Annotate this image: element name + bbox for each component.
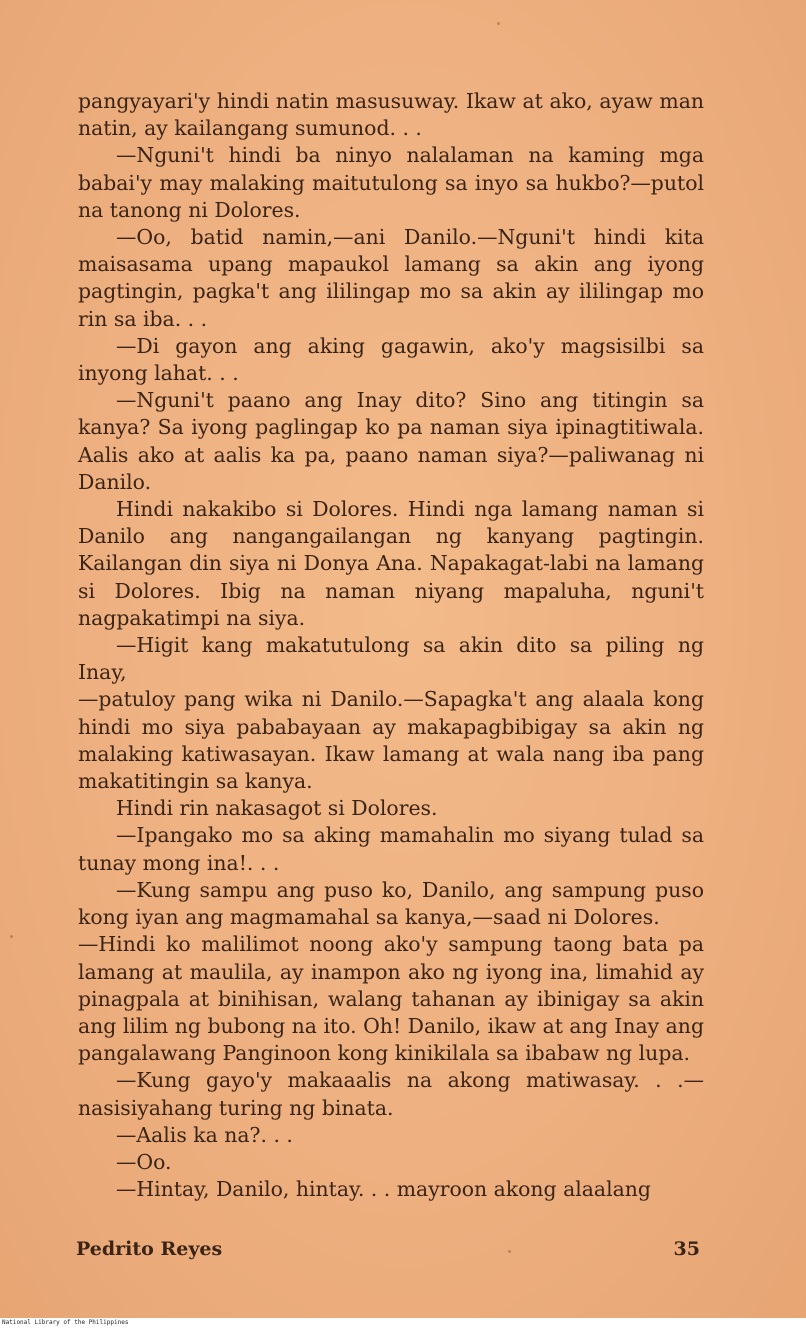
- paragraph: —Hintay, Danilo, hintay. . . mayroon akong alaalang: [116, 1177, 651, 1202]
- page-number: 35: [673, 1238, 700, 1260]
- paragraph: —Nguni't paano ang Inay dito? Sino ang titingin sa kanya? Sa iyong paglingap ko pa naman siya ipinagtitiwala. Aalis ako at aalis ka pa, paano naman siya?—paliwanag ni Danilo.: [78, 388, 704, 494]
- paper-speck: [508, 1250, 511, 1253]
- paper-speck: [497, 22, 500, 25]
- paragraph: —Higit kang makatutulong sa akin dito sa piling ng Inay,: [78, 633, 704, 685]
- paragraph: —patuloy pang wika ni Danilo.—Sapagka't ang alaala kong hindi mo siya pababayaan ay makapagbibigay sa akin ng malaking katiwasayan. Ikaw lamang at wala nang iba pang makatitingin sa kanya.: [78, 687, 704, 794]
- paragraph: —Di gayon ang aking gagawin, ako'y magsisilbi sa inyong lahat. . .: [78, 333, 704, 386]
- footer-author: Pedrito Reyes: [76, 1238, 223, 1260]
- paragraph: —Kung gayo'y makaaalis na akong matiwasay. . .—nasisiyahang turing ng binata.: [78, 1068, 704, 1120]
- body-text: [78, 88, 704, 1203]
- paragraph: —Hindi ko malilimot noong ako'y sampung taong bata pa lamang at maulila, ay inampon ako ng iyong ina, limahid ay pinagpala at binihisan, walang tahanan ay ibinigay sa akin ang lilim ng bubong na ito. Oh! Danilo, ikaw at ang Inay ang pangalawang Panginoon kong kinikilala sa ibabaw ng lupa.: [78, 932, 704, 1066]
- paper-speck: [10, 935, 13, 938]
- paragraph: Hindi nakakibo si Dolores. Hindi nga lamang naman si Danilo ang nangangailangan ng kanyang pagtingin. Kailangan din siya ni Donya Ana. Napakagat-labi na lamang si Dolores. Ibig na naman niyang mapaluha, nguni't nagpakatimpi na siya.: [78, 497, 704, 630]
- library-watermark: National Library of the Philippines: [2, 1319, 129, 1326]
- page-footer: [76, 1238, 702, 1270]
- paragraph: pangyayari'y hindi natin masusuway. Ikaw at ako, ayaw man natin, ay kailangang sumunod. . .: [78, 89, 704, 141]
- paragraph: —Oo, batid namin,—ani Danilo.—Nguni't hindi kita maisasama upang mapaukol lamang sa akin ang iyong pagtingin, pagka't ang ililingap mo sa akin ay ililingap mo rin sa iba. . .: [78, 225, 704, 331]
- paragraph: —Aalis ka na?. . .: [116, 1122, 293, 1147]
- paragraph: —Nguni't hindi ba ninyo nalalaman na kaming mga babai'y may malaking maitutulong sa inyo sa hukbo?—putol na tanong ni Dolores.: [78, 143, 704, 222]
- paragraph: Hindi rin nakasagot si Dolores.: [116, 796, 438, 821]
- paragraph: —Kung sampu ang puso ko, Danilo, ang sampung puso kong iyan ang magmamahal sa kanya,—saad ni Dolores.: [78, 877, 704, 930]
- paragraph: —Ipangako mo sa aking mamahalin mo siyang tulad sa tunay mong ina!. . .: [78, 823, 704, 875]
- paragraph: —Oo.: [116, 1149, 172, 1174]
